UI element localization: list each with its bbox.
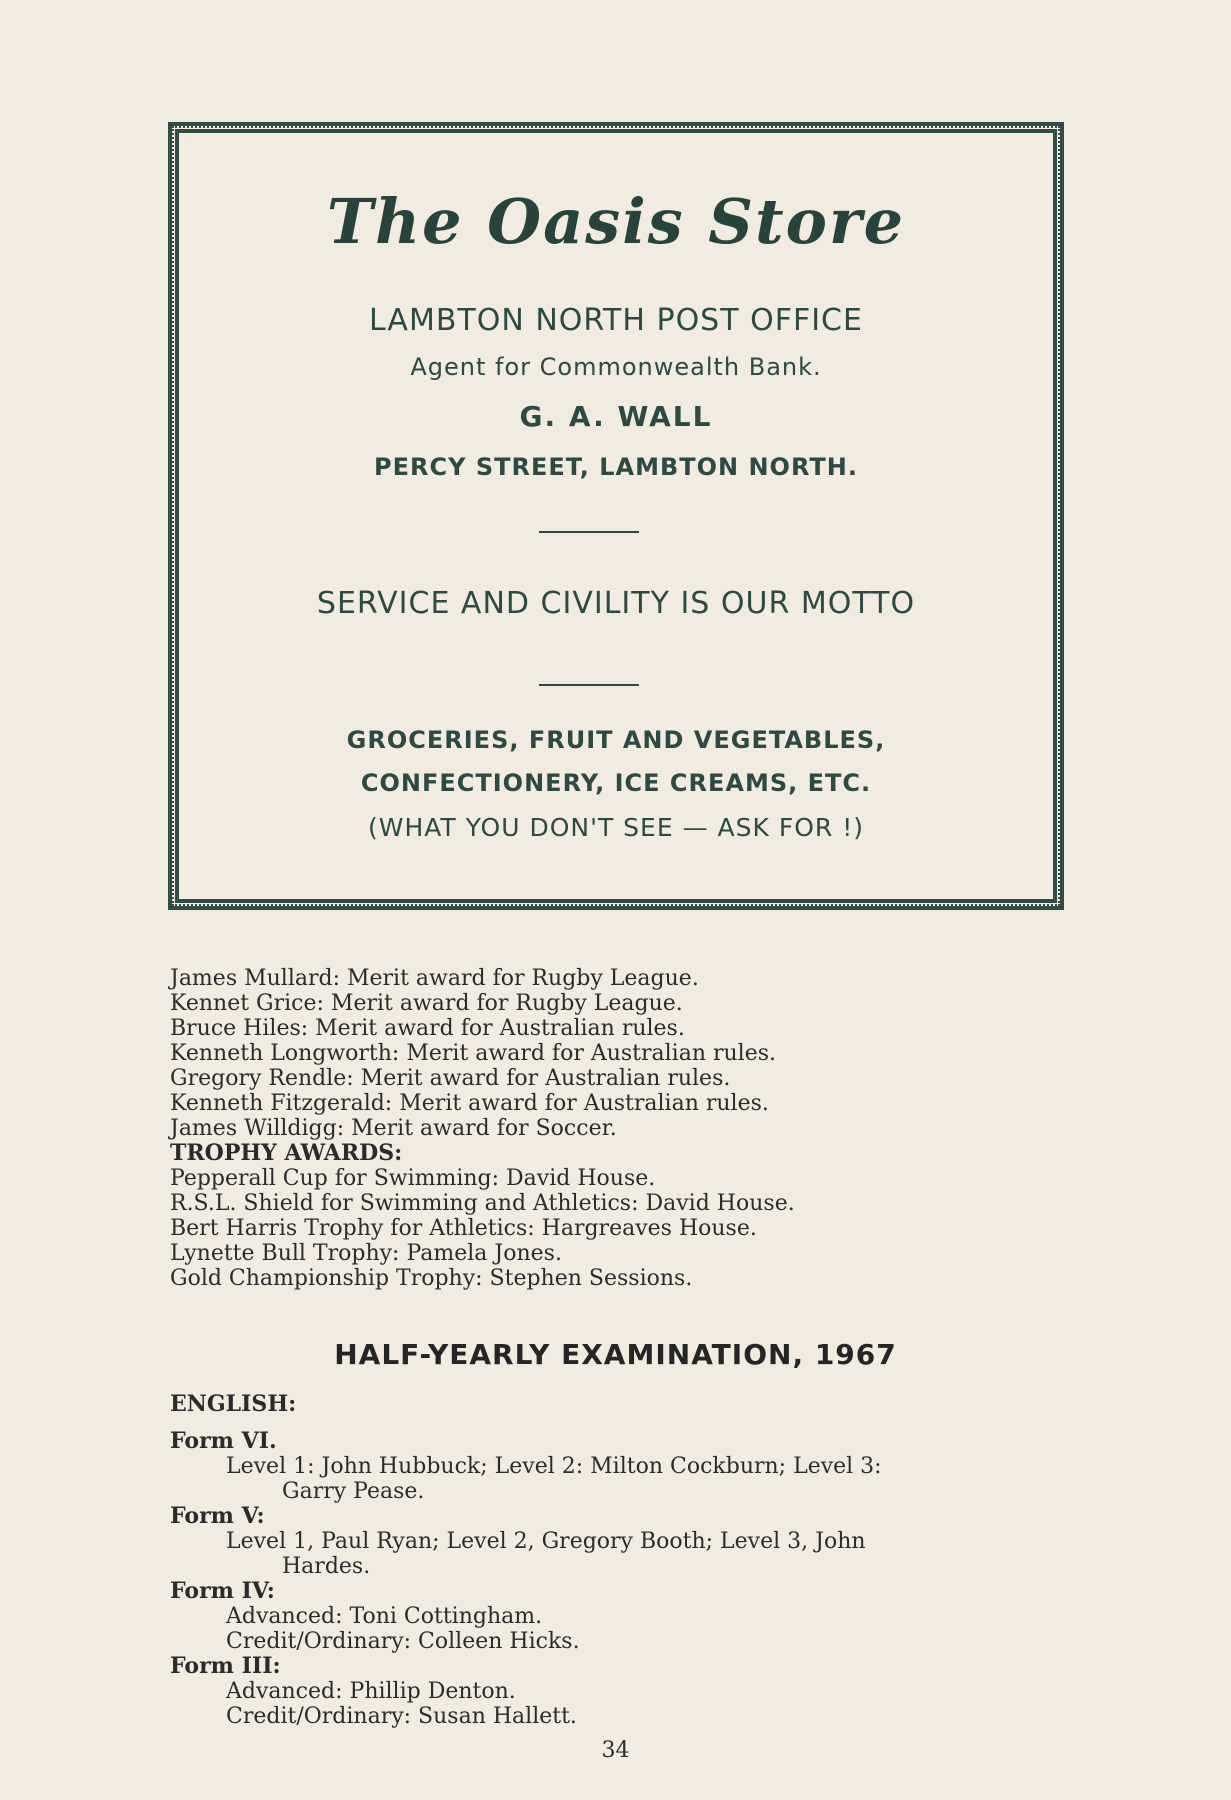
form-label: Form IV: [170, 1578, 275, 1604]
list-item: Pepperall Cup for Swimming: David House. [170, 1166, 656, 1191]
subject-heading: ENGLISH: [170, 1391, 297, 1417]
list-item: Bruce Hiles: Merit award for Australian rules. [170, 1016, 685, 1041]
form-label: Form V: [170, 1503, 265, 1529]
awards-list [170, 966, 1070, 1291]
divider-rule [539, 531, 639, 533]
result-line: Hardes. [282, 1554, 371, 1579]
ask-line: (WHAT YOU DON'T SEE — ASK FOR !) [367, 813, 864, 842]
street-address: PERCY STREET, LAMBTON NORTH. [374, 453, 858, 481]
proprietor-name: G. A. WALL [519, 400, 713, 433]
result-line: Advanced: Phillip Denton. [226, 1679, 516, 1704]
exam-results [170, 1392, 1070, 1729]
agent-line: Agent for Commonwealth Bank. [410, 353, 822, 381]
result-line: Credit/Ordinary: Susan Hallett. [226, 1704, 577, 1729]
page-number: 34 [601, 1738, 630, 1763]
list-item: Gold Championship Trophy: Stephen Sessions. [170, 1266, 693, 1291]
goods-line: CONFECTIONERY, ICE CREAMS, ETC. [360, 769, 872, 797]
result-line: Level 1, Paul Ryan; Level 2, Gregory Booth; Level 3, John [226, 1529, 866, 1554]
exam-heading: HALF-YEARLY EXAMINATION, 1967 [334, 1338, 897, 1371]
store-name: The Oasis Store [326, 185, 906, 258]
list-item: Kennet Grice: Merit award for Rugby League. [170, 991, 683, 1016]
result-line: Level 1: John Hubbuck; Level 2: Milton Cockburn; Level 3: [226, 1454, 882, 1479]
form-label: Form VI. [170, 1428, 277, 1454]
list-item: Kenneth Fitzgerald: Merit award for Australian rules. [170, 1091, 769, 1116]
result-line: Garry Pease. [282, 1479, 425, 1504]
list-item: R.S.L. Shield for Swimming and Athletics: David House. [170, 1191, 795, 1216]
list-item: Bert Harris Trophy for Athletics: Hargreaves House. [170, 1216, 757, 1241]
post-office-line: LAMBTON NORTH POST OFFICE [369, 303, 863, 338]
list-item: Lynette Bull Trophy: Pamela Jones. [170, 1241, 562, 1266]
result-line: Advanced: Toni Cottingham. [226, 1604, 543, 1629]
result-line: Credit/Ordinary: Colleen Hicks. [226, 1629, 580, 1654]
goods-line: GROCERIES, FRUIT AND VEGETABLES, [346, 726, 886, 754]
list-item: Gregory Rendle: Merit award for Australian rules. [170, 1066, 731, 1091]
motto-line: SERVICE AND CIVILITY IS OUR MOTTO [316, 586, 916, 621]
oasis-store-advertisement [168, 122, 1064, 910]
divider-rule [539, 684, 639, 686]
advertisement-content [179, 133, 1053, 899]
form-label: Form III: [170, 1653, 281, 1679]
list-item: Kenneth Longworth: Merit award for Australian rules. [170, 1041, 777, 1066]
trophy-heading: TROPHY AWARDS: [170, 1140, 403, 1166]
list-item: James Willdigg: Merit award for Soccer. [170, 1116, 617, 1141]
list-item: James Mullard: Merit award for Rugby League. [170, 966, 699, 991]
